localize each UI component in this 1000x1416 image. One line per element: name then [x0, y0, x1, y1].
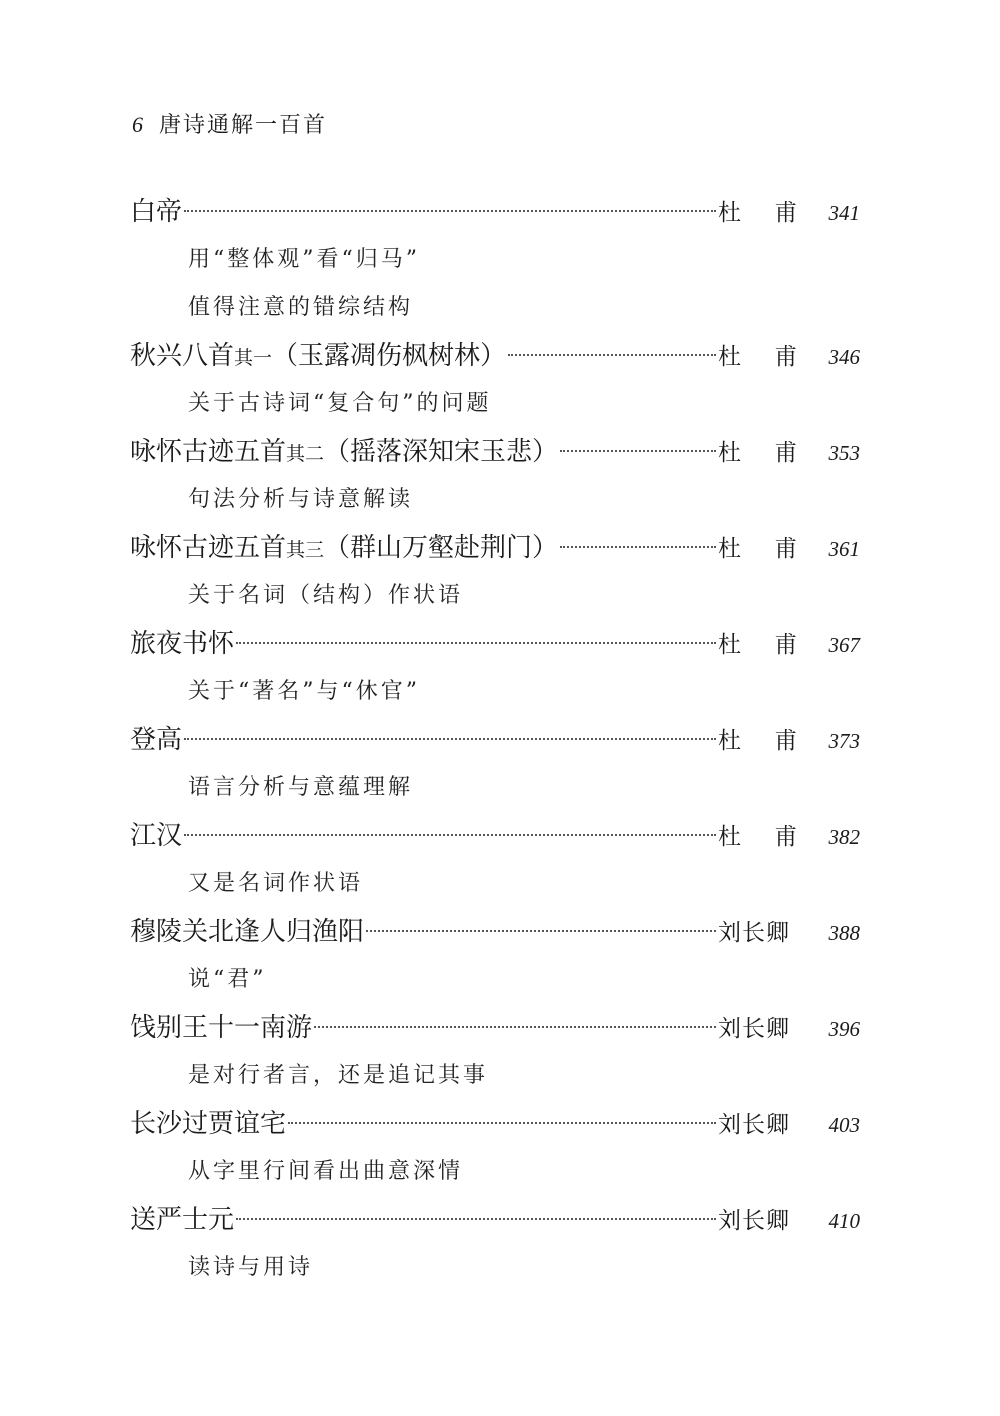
dot-leader — [184, 738, 716, 740]
dot-leader — [366, 930, 716, 932]
entry-title: 咏怀古迹五首其三（群山万壑赴荆门） — [130, 533, 559, 563]
entry-subtopic: 用“整体观”看“归马” — [188, 247, 420, 272]
toc-entry[interactable] — [130, 812, 860, 860]
entry-title: 登高 — [130, 725, 183, 755]
entry-subtopic: 语言分析与意蕴理解 — [188, 775, 414, 800]
entry-subtopic: 说“君” — [188, 967, 267, 992]
entry-author: 杜 甫 — [718, 632, 799, 658]
entry-title: 江汉 — [130, 821, 183, 851]
entry-page: 367 — [828, 633, 860, 657]
entry-subtopic: 关于“著名”与“休官” — [188, 679, 420, 704]
entry-author: 刘长卿 — [718, 1112, 790, 1138]
dot-leader — [184, 210, 716, 212]
dot-leader — [184, 834, 716, 836]
entry-title: 旅夜书怀 — [130, 629, 235, 659]
entry-note: 其一 — [234, 347, 273, 369]
entry-title: 长沙过贾谊宅 — [130, 1109, 287, 1139]
dot-leader — [560, 450, 716, 452]
entry-title: 送严士元 — [130, 1205, 235, 1235]
dot-leader — [508, 354, 716, 356]
dot-leader — [314, 1026, 716, 1028]
dot-leader — [560, 546, 716, 548]
running-header — [132, 108, 327, 139]
entry-author: 刘长卿 — [718, 920, 790, 946]
entry-page: 388 — [828, 921, 860, 945]
toc-entry[interactable] — [130, 908, 860, 956]
entry-title: 白帝 — [130, 197, 183, 227]
entry-author: 杜 甫 — [718, 200, 799, 226]
entry-page: 396 — [828, 1017, 860, 1041]
entry-page: 373 — [828, 729, 860, 753]
entry-subtopic: 句法分析与诗意解读 — [188, 487, 414, 512]
entry-author: 刘长卿 — [718, 1016, 790, 1042]
dot-leader — [288, 1122, 716, 1124]
entry-subtopic: 关于古诗词“复合句”的问题 — [188, 391, 492, 416]
toc-entry[interactable] — [130, 332, 860, 380]
entry-subtopic: 从字里行间看出曲意深情 — [188, 1159, 464, 1184]
page-number: 6 — [132, 112, 145, 137]
toc-entry[interactable] — [130, 1196, 860, 1244]
toc-entry[interactable] — [130, 524, 860, 572]
entry-subtopic: 读诗与用诗 — [188, 1255, 314, 1280]
entry-page: 410 — [828, 1209, 860, 1233]
entry-author: 刘长卿 — [718, 1208, 790, 1234]
entry-author: 杜 甫 — [718, 440, 799, 466]
dot-leader — [236, 1218, 716, 1220]
toc-entry[interactable] — [130, 1004, 860, 1052]
entry-title: 穆陵关北逢人归渔阳 — [130, 917, 365, 947]
entry-note: 其三 — [286, 539, 325, 561]
entry-author: 杜 甫 — [718, 536, 799, 562]
entry-page: 341 — [828, 201, 860, 225]
entry-author: 杜 甫 — [718, 344, 799, 370]
book-title: 唐诗通解一百首 — [159, 113, 328, 138]
entry-page: 382 — [828, 825, 860, 849]
toc-entry[interactable] — [130, 620, 860, 668]
entry-page: 346 — [828, 345, 860, 369]
entry-page: 403 — [828, 1113, 860, 1137]
entry-subtopic: 关于名词（结构）作状语 — [188, 583, 464, 608]
table-of-contents — [130, 188, 860, 1292]
toc-entry[interactable] — [130, 716, 860, 764]
entry-title: 饯别王十一南游 — [130, 1013, 313, 1043]
entry-title: 咏怀古迹五首其二（摇落深知宋玉悲） — [130, 437, 559, 467]
entry-page: 361 — [828, 537, 860, 561]
entry-subtopic: 又是名词作状语 — [188, 871, 364, 896]
toc-entry[interactable] — [130, 188, 860, 236]
entry-subtopic: 是对行者言，还是追记其事 — [188, 1063, 489, 1088]
dot-leader — [236, 642, 716, 644]
toc-entry[interactable] — [130, 1100, 860, 1148]
entry-author: 杜 甫 — [718, 824, 799, 850]
entry-author: 杜 甫 — [718, 728, 799, 754]
entry-subtopic: 值得注意的错综结构 — [188, 295, 414, 320]
entry-page: 353 — [828, 441, 860, 465]
toc-entry[interactable] — [130, 428, 860, 476]
entry-note: 其二 — [286, 443, 325, 465]
entry-title: 秋兴八首其一（玉露凋伤枫树林） — [130, 341, 507, 371]
